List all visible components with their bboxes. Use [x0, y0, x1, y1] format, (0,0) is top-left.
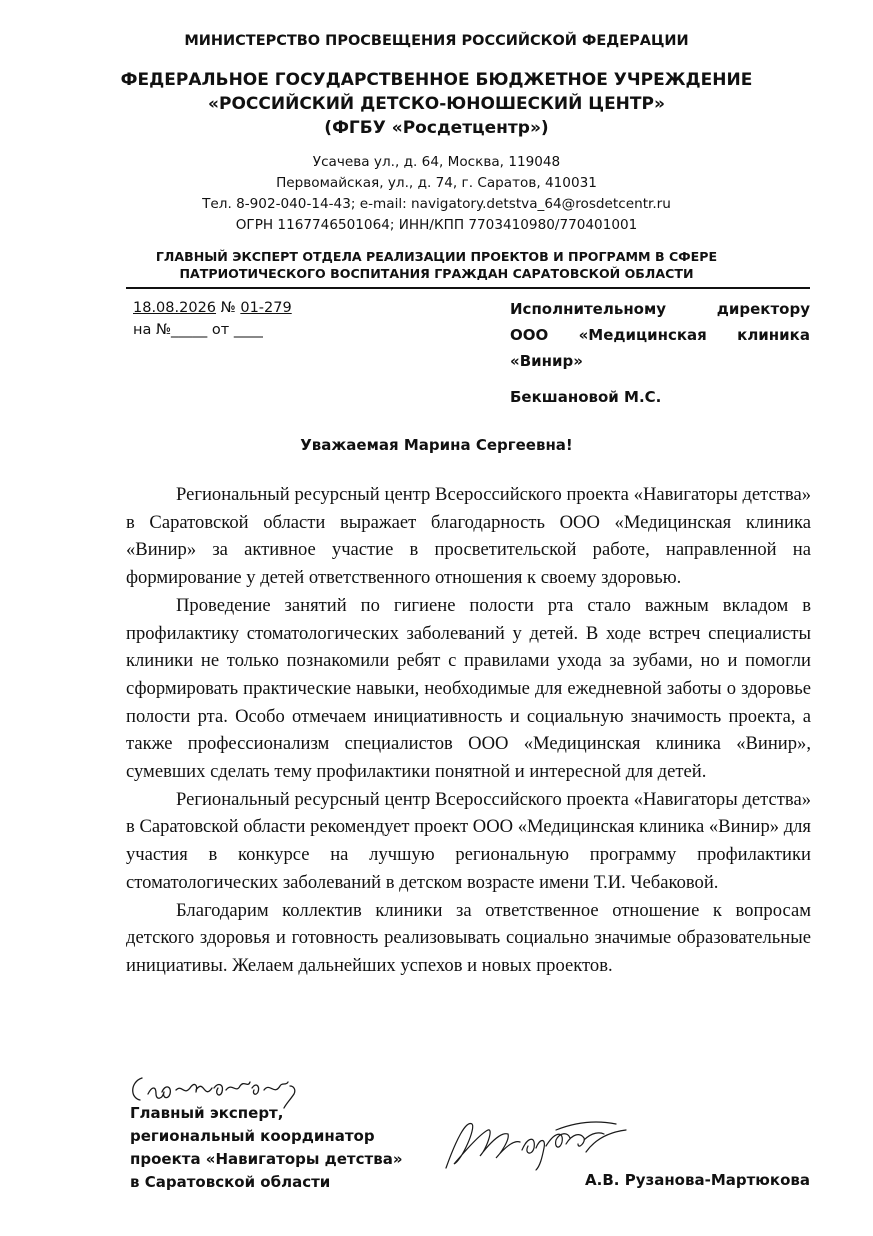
header-divider: [126, 287, 810, 289]
signer-title: [130, 1102, 450, 1194]
handwritten-signature: [436, 1110, 636, 1180]
address-moscow: Усачева ул., д. 64, Москва, 119048: [312, 154, 561, 170]
registry-numbers: ОГРН 1167746501064; ИНН/КПП 7703410980/770401001: [235, 217, 638, 233]
organization-heading: [0, 68, 873, 140]
reference-line: на №_____ от ____: [133, 322, 263, 338]
recipient-line-1: Исполнительному директору: [510, 300, 810, 318]
paragraph-4: Благодарим коллектив клиники за ответственное отношение к вопросам детского здоровья и готовность реализовывать социально значимые образовательные инициативы. Желаем дальнейших успехов и новых проектов.: [126, 899, 811, 976]
letter-number: 01-279: [240, 300, 292, 316]
org-line-1: ФЕДЕРАЛЬНОЕ ГОСУДАРСТВЕННОЕ БЮДЖЕТНОЕ УЧРЕЖДЕНИЕ: [120, 70, 753, 90]
address-block: [0, 152, 873, 236]
signer-title-line-4: в Саратовской области: [130, 1173, 331, 1191]
org-line-3: (ФГБУ «Росдетцентр»): [324, 118, 549, 138]
recipient-line-3: «Винир»: [510, 352, 583, 370]
greeting: Уважаемая Марина Сергеевна!: [300, 436, 573, 454]
recipient-name: Бекшановой М.С.: [510, 388, 662, 406]
number-label: №: [220, 300, 236, 316]
department-heading: [0, 248, 873, 282]
ministry-heading: МИНИСТЕРСТВО ПРОСВЕЩЕНИЯ РОССИЙСКОЙ ФЕДЕРАЦИИ: [184, 33, 689, 49]
letter-body: [126, 481, 811, 980]
signer-title-line-3: проекта «Навигаторы детства»: [130, 1150, 403, 1168]
contacts: Тел. 8-902-040-14-43; e-mail: navigatory.detstva_64@rosdetcentr.ru: [202, 196, 671, 212]
dept-line-2: ПАТРИОТИЧЕСКОГО ВОСПИТАНИЯ ГРАЖДАН САРАТОВСКОЙ ОБЛАСТИ: [179, 266, 694, 281]
recipient-line-2: ООО «Медицинская клиника: [510, 326, 810, 344]
outgoing-meta: [133, 297, 433, 341]
paragraph-2: Проведение занятий по гигиене полости рта стало важным вкладом в профилактику стоматологических заболеваний у детей. В ходе встреч специалисты клиники не только познакомили ребят с правилами ухода за зубами, но и помогли сформировать практические навыки, необходимые для ежедневной заботы о здоровье полости рта. Особо отмечаем инициативность и социальную значимость проекта, а также профессионализм специалистов ООО «Медицинская клиника «Винир», сумевших сделать тему профилактики понятной и интересной для детей.: [126, 594, 811, 783]
address-saratov: Первомайская, ул., д. 74, г. Саратов, 410031: [276, 175, 597, 191]
signer-title-line-2: региональный координатор: [130, 1127, 375, 1145]
signer-name: А.В. Рузанова-Мартюкова: [585, 1171, 810, 1189]
outgoing-number-line: [133, 297, 433, 319]
recipient-block: [510, 296, 810, 374]
letter-date: 18.08.2026: [133, 300, 217, 316]
signer-title-line-1: Главный эксперт,: [130, 1104, 284, 1122]
org-line-2: «РОССИЙСКИЙ ДЕТСКО-ЮНОШЕСКИЙ ЦЕНТР»: [208, 94, 665, 114]
paragraph-3: Региональный ресурсный центр Всероссийского проекта «Навигаторы детства» в Саратовской области рекомендует проект ООО «Медицинская клиника «Винир» для участия в конкурсе на лучшую региональную программу профилактики стоматологических заболеваний в детском возрасте имени Т.И. Чебаковой.: [126, 788, 811, 893]
dept-line-1: ГЛАВНЫЙ ЭКСПЕРТ ОТДЕЛА РЕАЛИЗАЦИИ ПРОЕКТОВ И ПРОГРАММ В СФЕРЕ: [155, 249, 718, 264]
paragraph-1: Региональный ресурсный центр Всероссийского проекта «Навигаторы детства» в Саратовской области выражает благодарность ООО «Медицинская клиника «Винир» за активное участие в просветительской работе, направленной на формирование у детей ответственного отношения к своему здоровью.: [126, 484, 811, 589]
